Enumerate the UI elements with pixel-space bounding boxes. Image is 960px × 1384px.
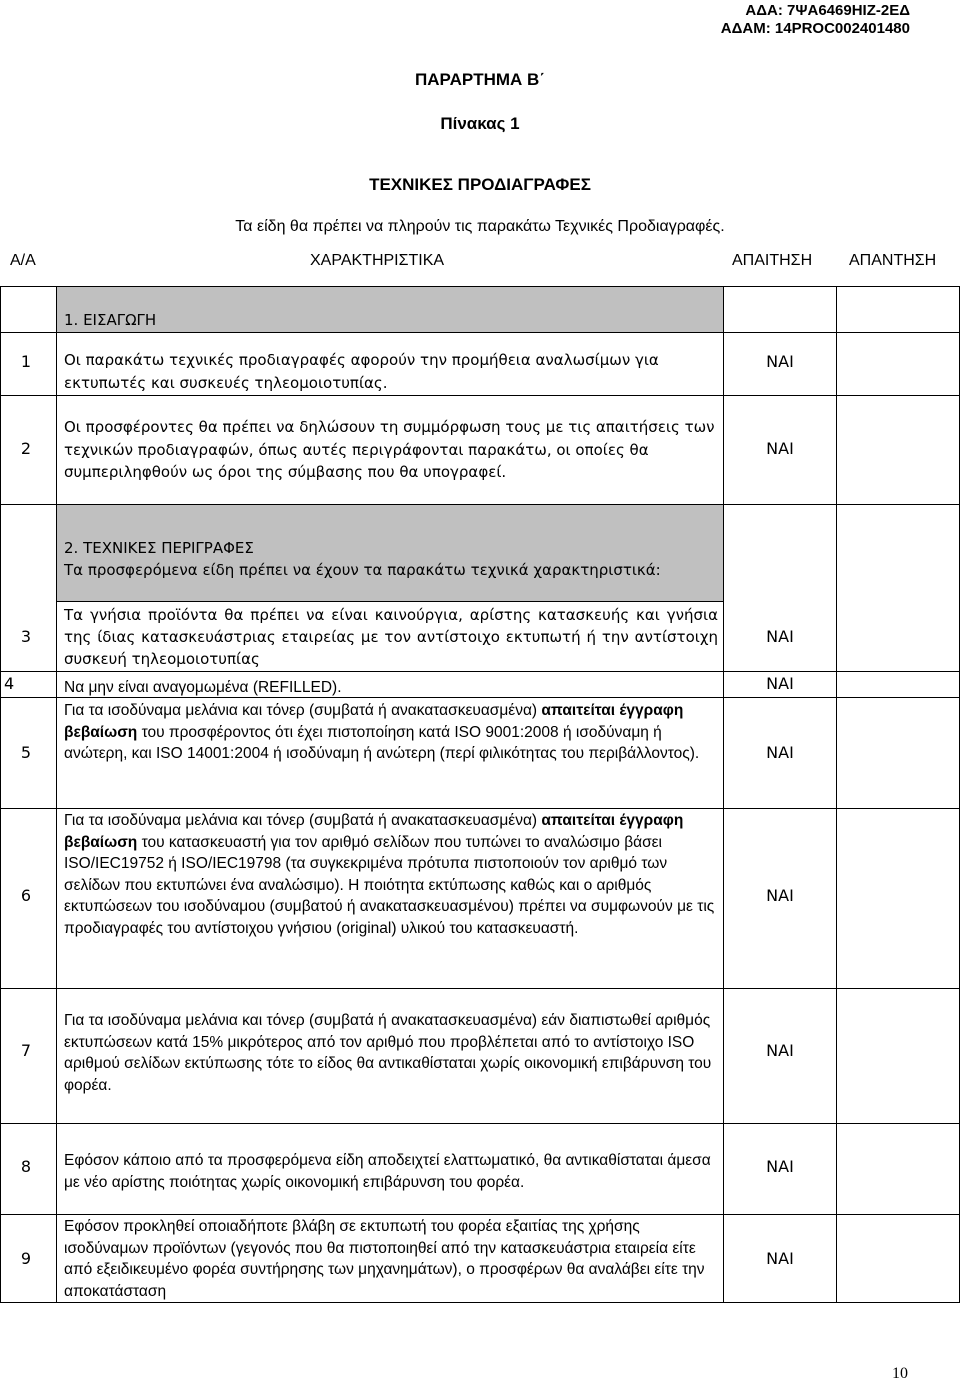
row-2-number: 2 xyxy=(20,439,32,458)
ada-code: ΑΔΑ: 7ΨΑ6469ΗΙΖ-2ΕΔ xyxy=(745,2,910,19)
row-7-number: 7 xyxy=(20,1041,32,1060)
row-6-number: 6 xyxy=(20,886,32,905)
row-6-requirement: ΝΑΙ xyxy=(766,886,794,905)
section-1-title: 1. ΕΙΣΑΓΩΓΗ xyxy=(64,311,157,329)
row-9-text: Εφόσον προκληθεί οποιαδήποτε βλάβη σε εκτυπωτή του φορέα εξαιτίας της χρήσης ισοδύναμων προϊόντων (γεγονός που θα πιστοποιηθεί από την κατασκευάστρια εταιρεία είτε από εξειδικευμένο φορέα συντήρησης των μηχανημάτων), ο προσφέρων θα αναλάβει είτε την αποκατάσταση xyxy=(64,1218,705,1300)
adam-code: ΑΔΑΜ: 14PROC002401480 xyxy=(720,20,910,37)
section-2-subtitle: Τα προσφερόμενα είδη πρέπει να έχουν τα παρακάτω τεχνικά χαρακτηριστικά: xyxy=(64,561,661,579)
row-5-number: 5 xyxy=(20,743,32,762)
column-answer: ΑΠΑΝΤΗΣΗ xyxy=(849,252,937,269)
row-6-text xyxy=(64,810,718,939)
row-6-text-a: Για τα ισοδύναμα μελάνια και τόνερ (συμβατά ή ανακατασκευασμένα) xyxy=(64,812,538,829)
row-5-bold: απαιτείται έγγραφη βεβαίωση xyxy=(64,702,684,741)
row-6-bold: απαιτείται έγγραφη βεβαίωση xyxy=(64,812,684,851)
page-number: 10 xyxy=(892,1365,908,1382)
row-4-text: Να μην είναι αναγομωμένα (REFILLED). xyxy=(64,679,342,696)
row-2-text: Οι προσφέροντες θα πρέπει να δηλώσουν τη συμμόρφωση τους με τις απαιτήσεις των τεχνικών προδιαγραφών, όπως αυτές περιγράφονται παρακάτω, οι οποίες θα συμπεριληφθούν ως όροι της σύμβασης που θα υπογραφεί. xyxy=(64,418,715,481)
row-1-number: 1 xyxy=(20,352,32,371)
row-2-requirement: ΝΑΙ xyxy=(766,439,794,458)
row-7-requirement: ΝΑΙ xyxy=(766,1041,794,1060)
appendix-title: ΠΑΡΑΡΤΗΜΑ Β΄ xyxy=(414,70,545,89)
row-3-number: 3 xyxy=(20,627,32,646)
column-aa: Α/Α xyxy=(10,252,36,269)
specs-title: ΤΕΧΝΙΚΕΣ ΠΡΟΔΙΑΓΡΑΦΕΣ xyxy=(369,175,591,194)
row-1-requirement: ΝΑΙ xyxy=(766,352,794,371)
row-1-text: Οι παρακάτω τεχνικές προδιαγραφές αφορούν την προμήθεια αναλωσίμων για εκτυπωτές και συσκευές τηλεομοιοτυπίας. xyxy=(64,351,659,392)
row-9-number: 9 xyxy=(20,1249,32,1268)
row-5-text xyxy=(64,700,718,765)
row-5-text-b: του προσφέροντος ότι έχει πιστοποίηση κατά ISO 9001:2008 ή ισοδύναμη ή ανώτερη, και ISO 14001:2004 ή ισοδύναμη ή ανώτερη (περί φιλικότητας του περιβάλλοντος). xyxy=(64,723,700,762)
row-4-requirement: ΝΑΙ xyxy=(766,674,794,693)
row-3-requirement: ΝΑΙ xyxy=(766,627,794,646)
row-9-requirement: ΝΑΙ xyxy=(766,1249,794,1268)
row-8-number: 8 xyxy=(20,1157,32,1176)
row-8-requirement: ΝΑΙ xyxy=(766,1157,794,1176)
row-5-requirement: ΝΑΙ xyxy=(766,743,794,762)
column-requirement: ΑΠΑΙΤΗΣΗ xyxy=(732,252,813,269)
row-3-text: Τα γνήσια προϊόντα θα πρέπει να είναι καινούργια, αρίστης κατασκευής και γνήσια της ίδιας κατασκευάστριας εταιρείας με τον αντίστοιχο εκτυπωτή ή την αντίστοιχη συσκευή τηλεομοιοτυπίας xyxy=(64,606,718,668)
row-7-text: Για τα ισοδύναμα μελάνια και τόνερ (συμβατά ή ανακατασκευασμένα) εάν διαπιστωθεί αριθμός εκτυπώσεων κατά 15% μικρότερος από τον αριθμό που προβλέπεται από το αντίστοιχο ISO αριθμού σελίδων εκτύπωσης τότε το είδος θα αντικαθίσταται χωρίς οικονομική επιβάρυνση του φορέα. xyxy=(64,1012,712,1094)
row-5-text-a: Για τα ισοδύναμα μελάνια και τόνερ (συμβατά ή ανακατασκευασμένα) xyxy=(64,702,538,719)
intro-text: Τα είδη θα πρέπει να πληρούν τις παρακάτω Τεχνικές Προδιαγραφές. xyxy=(235,218,725,235)
column-features: ΧΑΡΑΚΤΗΡΙΣΤΙΚΑ xyxy=(310,252,445,269)
row-6-text-b: του κατασκευαστή για τον αριθμό σελίδων που τυπώνει το αναλώσιμο βάσει ISO/IEC19752 ή ISO/IEC19798 (τα συγκεκριμένα πρότυπα πιστοποιούν τον αριθμό των σελίδων που εκτυπώνει ένα αναλώσιμο). Η ποιότητα εκτύπωσης καθώς και ο αριθμός εκτυπώσεων του ισοδύναμου (συμβατού ή ανακατασκευασμένου) πρέπει να συμφωνούν με τις προδιαγραφές του αντίστοιχου γνήσιου (original) υλικού του κατασκευαστή. xyxy=(64,833,715,937)
row-4-number: 4 xyxy=(4,674,15,693)
table-title: Πίνακας 1 xyxy=(440,114,520,133)
row-8-text: Εφόσον κάποιο από τα προσφερόμενα είδη αποδειχτεί ελαττωματικό, θα αντικαθίσταται άμεσα με νέο αρίστης ποιότητας χωρίς οικονομική επιβάρυνση του φορέα. xyxy=(64,1152,711,1191)
section-2-title: 2. ΤΕΧΝΙΚΕΣ ΠΕΡΙΓΡΑΦΕΣ xyxy=(64,539,254,557)
